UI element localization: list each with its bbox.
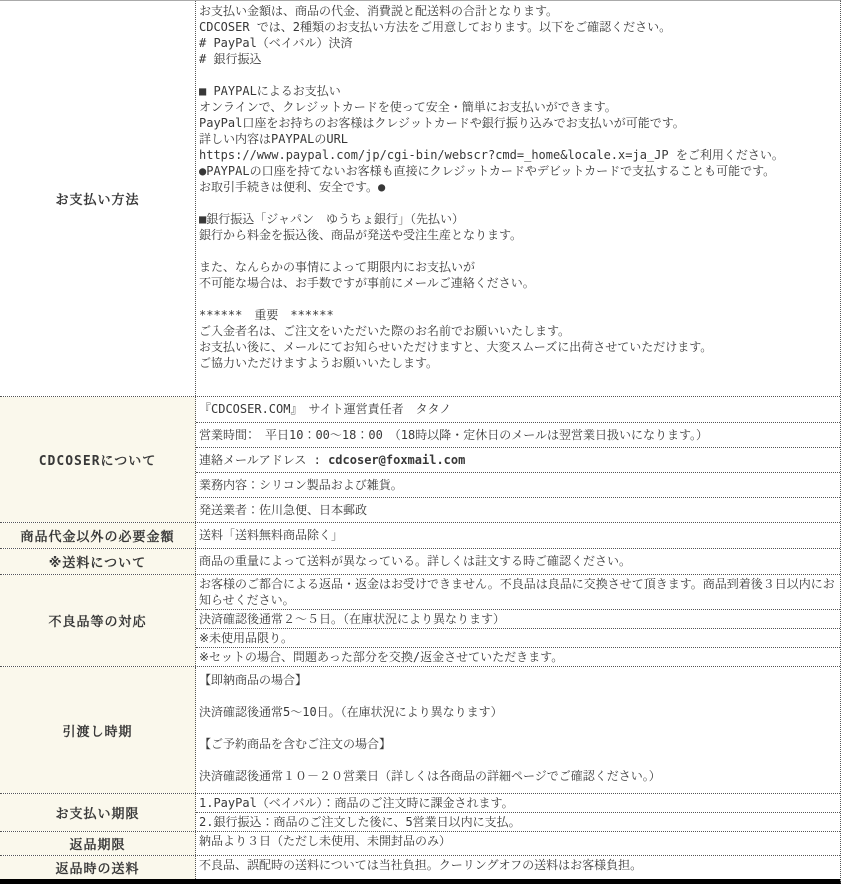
text-line: 決済確認後通常5～10日。（在庫状況により異なります） [199,705,503,719]
text-line: ****** 重要 ****** [199,308,334,322]
extra-fees-content [196,523,840,548]
defective-processing-time: 決済確認後通常２～５日。（在庫状況により異なります） [196,609,840,628]
text-line: # PayPal（ベイバル）決済 [199,36,353,50]
row-delivery-time [0,666,840,793]
contact-label: 連絡メールアドレス : [199,453,329,467]
text-line: CDCOSER では、2種類のお支払い方法をご用意しております。以下をご確認ください。 [199,20,672,34]
row-label-shipping-note [0,549,196,574]
contact-email: cdcoser@foxmail.com [328,453,466,467]
row-defective-items [0,574,840,666]
text-line: ■ PAYPALによるお支払い [199,84,341,98]
row-label-return-deadline [0,832,196,855]
defective-set-policy: ※セットの場合、問題あった部分を交換/返金させていただきます。 [196,647,840,666]
row-label-delivery [0,667,196,793]
text-line: オンラインで、クレジットカードを使って安全・簡単にお支払いができます。 [199,100,617,114]
row-payment-method [0,1,840,396]
row-about-cdcoser [0,396,840,522]
row-label-about [0,397,196,522]
text-line: ご協力いただけますようお願いいたします。 [199,356,439,370]
text-line: ■銀行振込「ジャパン ゆうちょ銀行」（先払い） [199,212,464,226]
text-line: PayPal口座をお持ちのお客様はクレジットカードや銀行振り込みでお支払いが可能です。 [199,116,685,130]
about-business-description: 業務内容：シリコン製品および雑貨。 [196,472,840,497]
text-line: 決済確認後通常１０－２０営業日（詳しくは各商品の詳細ページでご確認ください。） [199,769,661,783]
text-line: ご入金者名は、ご注文をいただいた際のお名前でお願いいたします。 [199,324,571,338]
row-label-extra-fees [0,523,196,548]
text-line: 銀行から料金を振込後、商品が発送や受注生産となります。 [199,228,523,242]
text-line: 【即納商品の場合】 [199,673,308,687]
row-label-text: お支払い期限 [55,807,140,822]
text-line: 不可能な場合は、お手数ですが事前にメールご連絡ください。 [199,276,535,290]
shipping-note-content [196,549,840,574]
return-deadline-text: 納品より３日（ただし未使用、未開封品のみ） [199,834,452,848]
row-label-text: CDCOSERについて [38,454,157,469]
text-line [199,195,837,211]
defective-unused-only: ※未使用品限り。 [196,628,840,647]
shipping-note-text: 商品の重量によって送料が異なっている。詳しくは註文する時ご確認ください。 [199,554,632,568]
payment-deadline-paypal: 1.PayPal（ベイバル）：商品のご注文時に課金されます。 [199,796,514,810]
defective-content [196,575,840,666]
row-label-text: 返品時の送料 [55,862,140,877]
defective-policy: お客様のご都合による返品・返金はお受けできません。不良品は良品に交換させて頂きます。商品到着後３日以内にお知らせください。 [199,577,835,607]
row-label-defective [0,575,196,666]
row-payment-deadline [0,793,840,831]
row-shipping-note [0,548,840,574]
text-line [199,752,837,768]
row-label-text: 引渡し時期 [62,724,133,740]
text-line: 詳しい内容はPAYPALのURL [199,132,349,146]
about-shipping-carriers: 発送業者：佐川急便、日本郵政 [196,497,840,522]
row-extra-fees [0,522,840,548]
text-line: ●PAYPALの口座を持てないお客様も直接にクレジットカードやデビットカードで支払することも可能です。 [199,164,776,178]
row-label-payment-deadline [0,794,196,831]
text-line [199,720,837,736]
row-label-text: 商品代金以外の必要金額 [20,530,175,545]
row-label-text: 不良品等の対応 [48,615,147,630]
extra-fees-text: 送料「送料無料商品除く」 [199,528,344,542]
text-line: お支払い金額は、商品の代金、消費説と配送料の合計となります。 [199,4,559,18]
row-return-deadline [0,831,840,855]
payment-method-content [196,1,840,396]
return-shipping-text: 不良品、誤配時の送料については当社負担。クーリングオフの送料はお客様負担。 [199,858,643,872]
text-line [199,291,837,307]
about-business-hours: 営業時間： 平日10：00～18：00 （18時以降・定休日のメールは翌営業日扱いになります。） [196,422,840,447]
about-contact [196,447,840,472]
row-return-shipping [0,855,840,879]
payment-deadline-bank: 2.銀行振込：商品のご注文した後に、5営業日以内に支払。 [196,812,840,831]
row-label-payment-method [0,1,196,396]
text-line: また、なんらかの事情によって期限内にお支払いが [199,260,476,274]
text-line: https://www.paypal.com/jp/cgi-bin/webscr?cmd=_home&locale.x=ja_JP をご利用ください。 [199,148,784,162]
about-content [196,397,840,522]
text-line [199,67,837,83]
text-line [199,243,837,259]
text-line: # 銀行振込 [199,52,262,66]
text-line [199,688,837,704]
row-label-text: お支払い方法 [55,193,140,208]
row-label-text: ※送料について [48,556,147,571]
delivery-content [196,667,840,793]
row-label-text: 返品期限 [69,838,126,853]
text-line: 【ご予約商品を含むご注文の場合】 [199,737,392,751]
text-line: お支払い後に、メールにてお知らせいただけますと、大変スムーズに出荷させていただけます。 [199,340,713,354]
text-line: お取引手続きは便利、安全です。● [199,180,386,194]
about-site-operator: 『CDCOSER.COM』 サイト運営責任者 タタノ [199,402,452,416]
return-deadline-content [196,832,840,855]
payment-deadline-content [196,794,840,831]
